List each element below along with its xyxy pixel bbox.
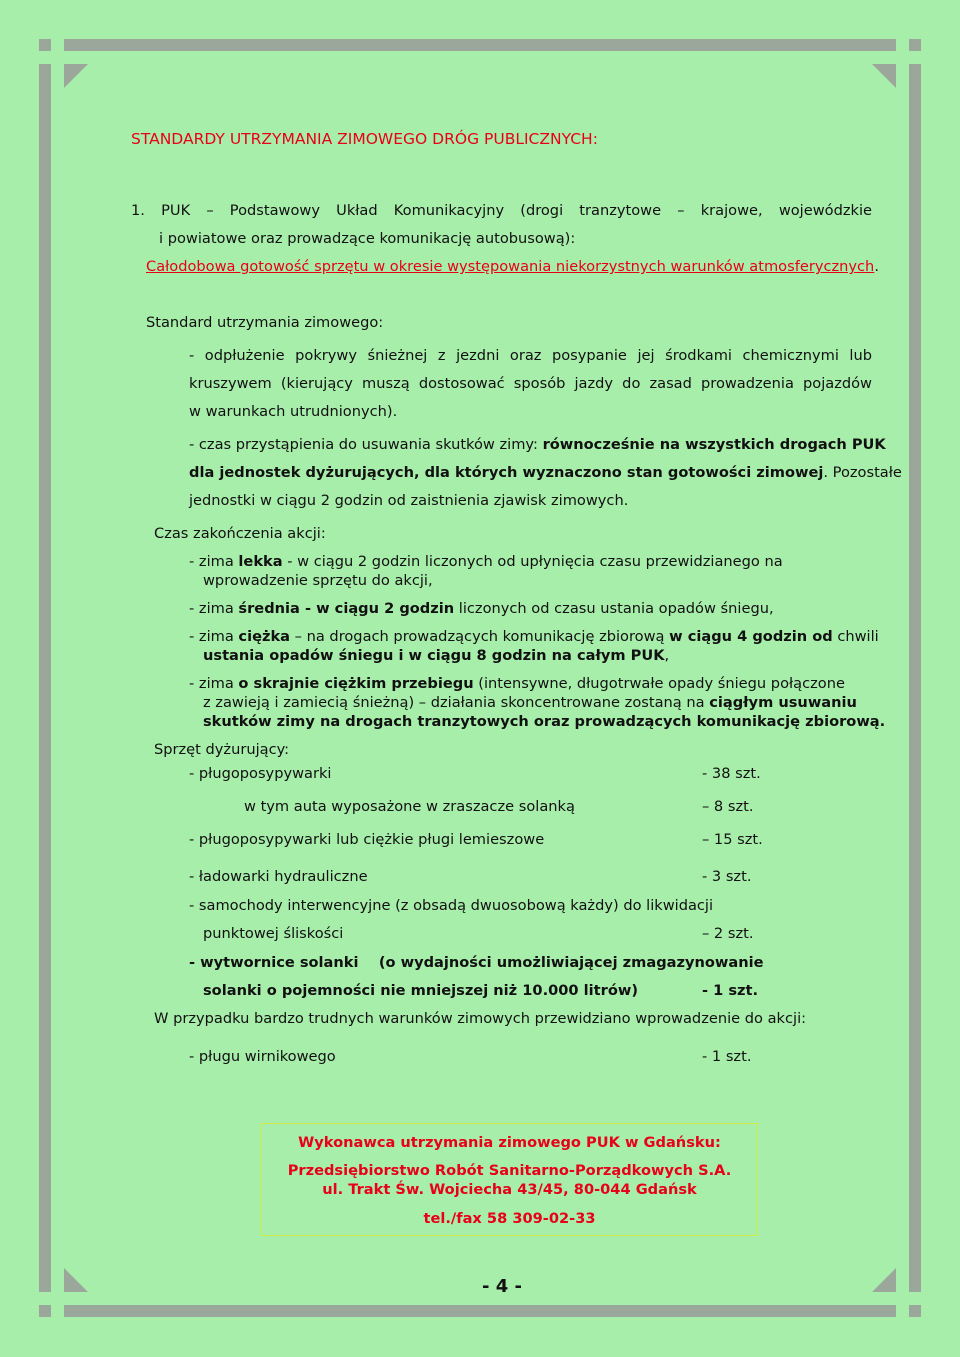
extreme-winter-line2 [203, 693, 857, 712]
heavy-b: ciężka [238, 628, 291, 645]
equipment-row-label: punktowej śliskości [203, 925, 344, 942]
medium-a: - zima [189, 600, 239, 617]
extra-equipment-label: - pługu wirnikowego [189, 1048, 336, 1065]
extreme-g: . [879, 713, 886, 730]
medium-c: - [299, 600, 317, 617]
extreme-f: skutków zimy na drogach tranzytowych oraz prowadzących komunikację zbiorową [203, 713, 880, 730]
equipment-row-count: - 38 szt. [702, 765, 761, 782]
frame-corner [909, 39, 921, 51]
readiness-text: Całodobowa gotowość sprzętu w okresie występowania niekorzystnych warunków atmosferycznych [146, 258, 875, 275]
equipment-row-label: - samochody interwencyjne (z obsadą dwuosobową każdy) do likwidacji [189, 897, 714, 914]
extra-equipment-count: - 1 szt. [702, 1048, 752, 1065]
equipment-row-count: - 3 szt. [702, 868, 752, 885]
contractor-phone: tel./fax 58 309-02-33 [423, 1210, 596, 1227]
standard-item1-line1: - odpłużenie pokrywy śnieżnej z jezdni oraz posypanie jej środkami chemicznymi lub [189, 347, 872, 364]
medium-d: w ciągu 2 godzin [316, 600, 455, 617]
frame-top [64, 39, 896, 51]
contractor-company: Przedsiębiorstwo Robót Sanitarno-Porządkowych S.A. [287, 1162, 732, 1179]
page-number: - 4 - [482, 1276, 522, 1297]
heavy-winter-line2 [203, 646, 669, 665]
extreme-a: - zima [189, 675, 239, 692]
heavy-f: ustania opadów śniegu i w ciągu 8 godzin na całym PUK [203, 647, 665, 664]
item2-bold-2: dla jednostek dyżurujących, dla których wyznaczono stan gotowości zimowej [189, 464, 824, 481]
section1-line1: 1. PUK – Podstawowy Układ Komunikacyjny (drogi tranzytowe – krajowe, wojewódzkie [131, 202, 872, 219]
extreme-d: z zawieją i zamiecią śnieżną) – działania skoncentrowane zostaną na [203, 694, 710, 711]
readiness-line [146, 257, 879, 276]
medium-b: średnia [238, 600, 300, 617]
frame-corner [39, 1305, 51, 1317]
light-b: lekka [238, 553, 283, 570]
heavy-g: , [664, 647, 670, 664]
equipment-row-count: – 15 szt. [702, 831, 763, 848]
heavy-d: w ciągu 4 godzin od [669, 628, 833, 645]
page-title: STANDARDY UTRZYMANIA ZIMOWEGO DRÓG PUBLICZNYCH: [131, 130, 598, 148]
heavy-e: chwili [832, 628, 879, 645]
item2-text: - czas przystąpienia do usuwania skutków zimy: [189, 436, 543, 453]
extreme-c: (intensywne, długotrwałe opady śniegu połączone [473, 675, 845, 692]
extreme-e: ciągłym usuwaniu [709, 694, 857, 711]
equipment-row-label: solanki o pojemności nie mniejszej niż 10.000 litrów) [203, 982, 639, 999]
standard-item1-line2: kruszywem (kierujący muszą dostosować sposób jazdy do zasad prowadzenia pojazdów [189, 375, 872, 392]
equipment-row-count: – 2 szt. [702, 925, 754, 942]
equipment-heading: Sprzęt dyżurujący: [154, 741, 290, 758]
item2-bold: równocześnie na wszystkich drogach PUK [542, 436, 886, 453]
end-time-heading: Czas zakończenia akcji: [154, 525, 326, 542]
light-c: - w ciągu 2 godzin liczonych od upłynięcia czasu przewidzianego na [282, 553, 783, 570]
standard-heading: Standard utrzymania zimowego: [146, 314, 384, 331]
heavy-c: – na drogach prowadzących komunikację zbiorową [290, 628, 670, 645]
heavy-winter-line1 [189, 627, 879, 646]
equipment-row-label: - wytwornice solanki (o wydajności umożliwiającej zmagazynowanie [189, 954, 764, 971]
frame-corner [39, 39, 51, 51]
standard-item2-line1 [189, 435, 886, 454]
equipment-row-label: - ładowarki hydrauliczne [189, 868, 368, 885]
standard-item2-line2 [189, 463, 902, 482]
medium-winter-line [189, 599, 774, 618]
item2-rest: . Pozostałe [823, 464, 902, 481]
frame-triangle [872, 64, 896, 88]
standard-item1-line3: w warunkach utrudnionych). [189, 403, 398, 420]
contractor-box [261, 1123, 758, 1236]
standard-item2-line3: jednostki w ciągu 2 godzin od zaistnienia zjawisk zimowych. [189, 492, 629, 509]
frame-corner [909, 1305, 921, 1317]
light-winter-line1 [189, 552, 783, 571]
medium-e: liczonych od czasu ustania opadów śniegu, [454, 600, 774, 617]
equipment-row-label: - pługoposypywarki [189, 765, 332, 782]
heavy-a: - zima [189, 628, 239, 645]
equipment-row-count: - 1 szt. [702, 982, 759, 999]
frame-bottom [64, 1305, 896, 1317]
readiness-end: . [874, 258, 879, 275]
hard-conditions-text: W przypadku bardzo trudnych warunków zimowych przewidziano wprowadzenie do akcji: [154, 1010, 807, 1027]
equipment-row-count: – 8 szt. [702, 798, 754, 815]
section1-line2: i powiatowe oraz prowadzące komunikację autobusową): [159, 230, 576, 247]
equipment-row-label: - pługoposypywarki lub ciężkie pługi lemieszowe [189, 831, 545, 848]
equipment-row-label: w tym auta wyposażone w zraszacze solanką [244, 798, 575, 815]
light-a: - zima [189, 553, 239, 570]
frame-right [909, 64, 921, 1292]
contractor-address: ul. Trakt Św. Wojciecha 43/45, 80-044 Gdańsk [322, 1181, 697, 1198]
light-winter-line2: wprowadzenie sprzętu do akcji, [203, 572, 433, 589]
extreme-winter-line1 [189, 674, 845, 693]
frame-triangle [64, 64, 88, 88]
extreme-b: o skrajnie ciężkim przebiegu [238, 675, 474, 692]
contractor-heading: Wykonawca utrzymania zimowego PUK w Gdańsku: [298, 1134, 721, 1151]
frame-left [39, 64, 51, 1292]
extreme-winter-line3 [203, 712, 885, 731]
